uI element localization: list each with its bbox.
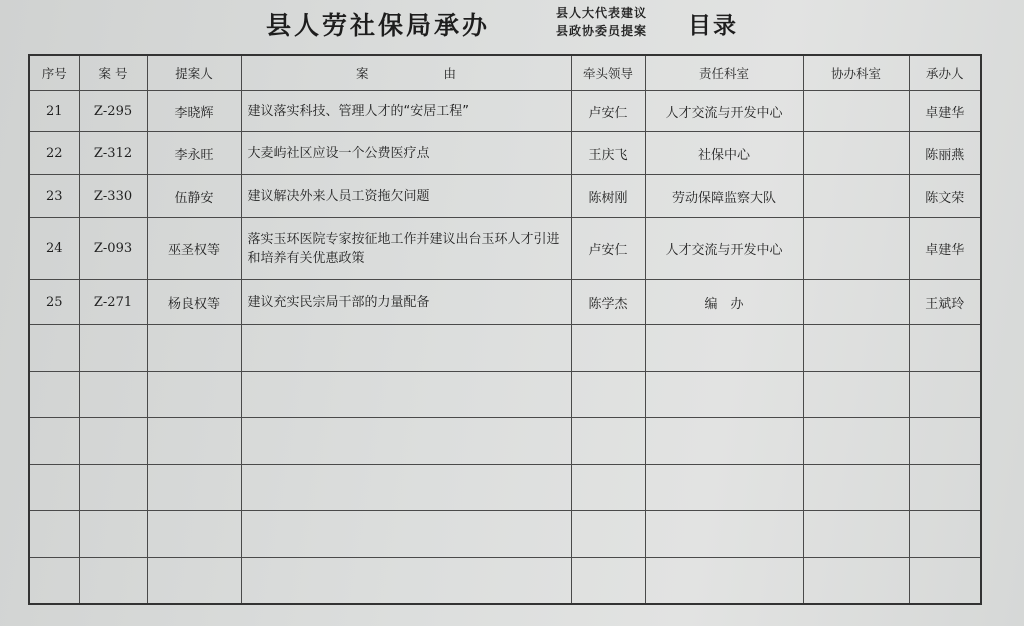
cell-dept: 人才交流与开发中心 — [645, 218, 803, 280]
cell-dept: 编 办 — [645, 279, 803, 324]
empty-cell — [909, 557, 981, 604]
empty-cell — [79, 325, 147, 371]
cell-lead: 卢安仁 — [571, 91, 645, 132]
empty-cell — [571, 418, 645, 464]
cell-lead: 陈树刚 — [571, 174, 645, 217]
empty-table-row — [29, 557, 981, 604]
cell-handler: 卓建华 — [909, 218, 981, 280]
column-header-seq: 序号 — [29, 55, 79, 91]
empty-cell — [803, 371, 909, 417]
empty-cell — [803, 511, 909, 557]
cell-assist — [803, 218, 909, 280]
empty-cell — [147, 511, 241, 557]
empty-cell — [909, 325, 981, 371]
empty-cell — [79, 511, 147, 557]
table-row — [29, 132, 981, 174]
cell-proposer: 杨良权等 — [147, 279, 241, 324]
cell-case: Z-330 — [79, 174, 147, 217]
empty-cell — [29, 325, 79, 371]
cell-case: Z-295 — [79, 91, 147, 132]
column-header-reason: 案 由 — [241, 55, 571, 91]
cell-handler: 陈丽燕 — [909, 132, 981, 174]
cell-proposer: 巫圣权等 — [147, 218, 241, 280]
empty-table-row — [29, 464, 981, 510]
cell-proposer: 伍静安 — [147, 174, 241, 217]
empty-cell — [645, 464, 803, 510]
table-row — [29, 218, 981, 280]
cell-assist — [803, 132, 909, 174]
column-header-proposer: 提案人 — [147, 55, 241, 91]
cell-reason: 建议解决外来人员工资拖欠问题 — [241, 174, 571, 217]
cell-seq: 22 — [29, 132, 79, 174]
empty-cell — [909, 371, 981, 417]
cell-case: Z-271 — [79, 279, 147, 324]
empty-cell — [241, 464, 571, 510]
column-header-handler: 承办人 — [909, 55, 981, 91]
document-header — [0, 4, 1024, 44]
empty-cell — [909, 418, 981, 464]
empty-table-row — [29, 371, 981, 417]
title-main: 县人劳社保局承办 — [266, 11, 491, 40]
empty-cell — [29, 371, 79, 417]
cell-assist — [803, 279, 909, 324]
cell-lead: 卢安仁 — [571, 218, 645, 280]
empty-cell — [909, 511, 981, 557]
empty-cell — [241, 418, 571, 464]
empty-cell — [571, 325, 645, 371]
title-subtitle — [556, 4, 647, 40]
empty-cell — [147, 371, 241, 417]
empty-cell — [241, 371, 571, 417]
table-header-row — [29, 55, 981, 91]
empty-cell — [79, 418, 147, 464]
column-header-dept: 责任科室 — [645, 55, 803, 91]
cell-seq: 24 — [29, 218, 79, 280]
cell-dept: 社保中心 — [645, 132, 803, 174]
cell-seq: 21 — [29, 91, 79, 132]
empty-cell — [241, 325, 571, 371]
cell-assist — [803, 174, 909, 217]
empty-cell — [645, 371, 803, 417]
empty-cell — [645, 511, 803, 557]
empty-cell — [803, 325, 909, 371]
empty-table-row — [29, 418, 981, 464]
cell-lead: 王庆飞 — [571, 132, 645, 174]
cell-assist — [803, 91, 909, 132]
cell-case: Z-093 — [79, 218, 147, 280]
empty-cell — [147, 418, 241, 464]
cell-handler: 王斌玲 — [909, 279, 981, 324]
cell-handler: 陈文荣 — [909, 174, 981, 217]
empty-table-row — [29, 511, 981, 557]
cell-seq: 23 — [29, 174, 79, 217]
empty-cell — [909, 464, 981, 510]
column-header-case: 案 号 — [79, 55, 147, 91]
empty-cell — [147, 325, 241, 371]
cell-dept: 劳动保障监察大队 — [645, 174, 803, 217]
empty-rows — [29, 325, 981, 604]
empty-cell — [645, 557, 803, 604]
empty-cell — [29, 418, 79, 464]
empty-cell — [241, 557, 571, 604]
cell-reason: 大麦屿社区应设一个公费医疗点 — [241, 132, 571, 174]
empty-cell — [803, 557, 909, 604]
empty-cell — [29, 511, 79, 557]
empty-cell — [79, 464, 147, 510]
empty-cell — [803, 464, 909, 510]
empty-cell — [645, 418, 803, 464]
subtitle-line-1: 县人大代表建议 — [556, 6, 648, 20]
empty-cell — [147, 464, 241, 510]
title-suffix: 目录 — [688, 12, 738, 39]
empty-cell — [571, 464, 645, 510]
cell-seq: 25 — [29, 279, 79, 324]
table-row — [29, 91, 981, 132]
empty-cell — [571, 557, 645, 604]
empty-cell — [241, 511, 571, 557]
table-row — [29, 279, 981, 324]
table-row — [29, 174, 981, 217]
empty-cell — [571, 511, 645, 557]
empty-table-row — [29, 325, 981, 371]
column-header-lead: 牵头领导 — [571, 55, 645, 91]
cell-reason: 建议落实科技、管理人才的“安居工程” — [241, 91, 571, 132]
empty-cell — [29, 464, 79, 510]
proposal-table — [28, 54, 982, 605]
cell-lead: 陈学杰 — [571, 279, 645, 324]
cell-reason: 建议充实民宗局干部的力量配备 — [241, 279, 571, 324]
empty-cell — [147, 557, 241, 604]
cell-case: Z-312 — [79, 132, 147, 174]
empty-cell — [29, 557, 79, 604]
cell-proposer: 李永旺 — [147, 132, 241, 174]
empty-cell — [645, 325, 803, 371]
empty-cell — [79, 557, 147, 604]
cell-proposer: 李晓辉 — [147, 91, 241, 132]
empty-cell — [571, 371, 645, 417]
cell-dept: 人才交流与开发中心 — [645, 91, 803, 132]
cell-handler: 卓建华 — [909, 91, 981, 132]
cell-reason: 落实玉环医院专家按征地工作并建议出台玉环人才引进和培养有关优惠政策 — [241, 218, 571, 280]
subtitle-line-2: 县政协委员提案 — [556, 24, 648, 38]
column-header-assist: 协办科室 — [803, 55, 909, 91]
empty-cell — [803, 418, 909, 464]
empty-cell — [79, 371, 147, 417]
